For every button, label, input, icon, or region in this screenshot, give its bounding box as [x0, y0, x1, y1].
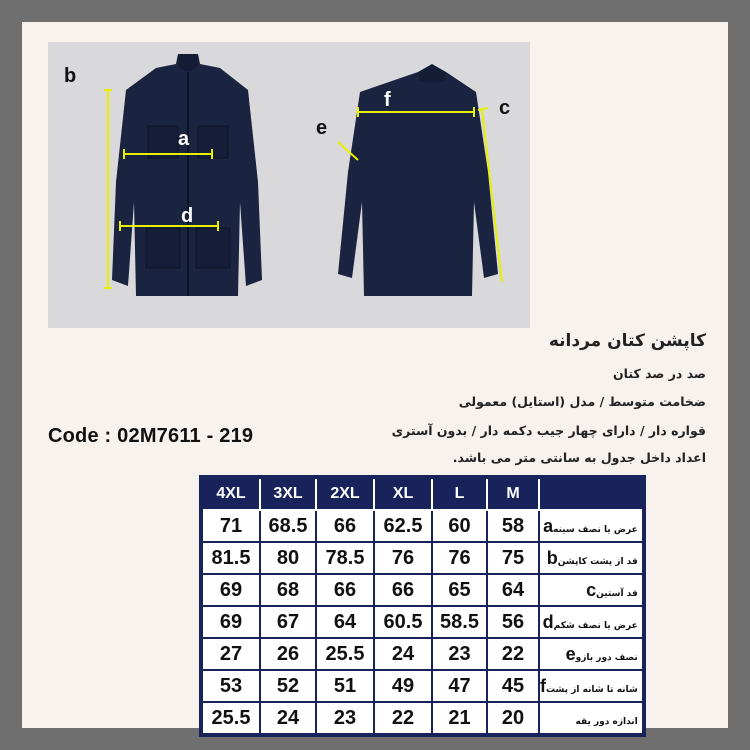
table-cell: 75: [487, 542, 539, 574]
table-cell: 65: [432, 574, 487, 606]
table-cell: 23: [432, 638, 487, 670]
row-label: [539, 702, 644, 735]
table-row: [201, 542, 644, 574]
table-cell: 51: [316, 670, 374, 702]
table-cell: 58.5: [432, 606, 487, 638]
header-3xl: 3XL: [260, 477, 316, 510]
header-4xl: 4XL: [201, 477, 260, 510]
header-2xl: 2XL: [316, 477, 374, 510]
table-cell: 80: [260, 542, 316, 574]
table-cell: 25.5: [201, 702, 260, 735]
row-description: شانه تا شانه از پشت: [546, 684, 638, 695]
product-code: Code : 02M7611 - 219: [48, 425, 254, 447]
product-photo: [48, 42, 530, 328]
row-letter: a: [543, 515, 554, 536]
table-cell: 23: [316, 702, 374, 735]
table-row: [201, 702, 644, 735]
table-cell: 68.5: [260, 510, 316, 542]
table-cell: 69: [201, 606, 260, 638]
row-letter: e: [565, 643, 576, 664]
table-cell: 22: [374, 702, 432, 735]
table-cell: 76: [432, 542, 487, 574]
table-cell: 45: [487, 670, 539, 702]
label-c: c: [499, 97, 511, 119]
row-label: [539, 606, 644, 638]
table-cell: 27: [201, 638, 260, 670]
row-label: [539, 542, 644, 574]
row-description: قد از پشت کاپشن: [557, 556, 638, 567]
material-line: صد در صد کتان: [613, 366, 706, 381]
table-cell: 25.5: [316, 638, 374, 670]
table-cell: 60.5: [374, 606, 432, 638]
table-cell: 67: [260, 606, 316, 638]
table-cell: 76: [374, 542, 432, 574]
table-cell: 24: [260, 702, 316, 735]
table-row: [201, 574, 644, 606]
header-m: M: [487, 477, 539, 510]
label-b: b: [64, 65, 77, 87]
front-jacket-image: [112, 54, 262, 296]
table-row: [201, 510, 644, 542]
row-letter: f: [540, 675, 546, 696]
row-description: اندازه دور یقه: [575, 716, 638, 727]
table-cell: 53: [201, 670, 260, 702]
table-cell: 81.5: [201, 542, 260, 574]
row-label: [539, 638, 644, 670]
size-table: [199, 475, 646, 737]
table-cell: 64: [316, 606, 374, 638]
label-a: a: [178, 128, 190, 150]
table-cell: 68: [260, 574, 316, 606]
table-cell: 78.5: [316, 542, 374, 574]
table-cell: 49: [374, 670, 432, 702]
label-d: d: [181, 205, 194, 227]
table-cell: 64: [487, 574, 539, 606]
table-cell: 66: [316, 510, 374, 542]
table-cell: 71: [201, 510, 260, 542]
table-cell: 69: [201, 574, 260, 606]
row-label: [539, 510, 644, 542]
row-letter: d: [542, 611, 554, 632]
row-description: عرض یا نصف سینه: [553, 524, 638, 535]
features-line: قواره دار / دارای چهار جیب دکمه دار / بدون آستری: [391, 423, 706, 438]
row-description: نصف دور بازو: [575, 652, 638, 663]
header-label: [539, 477, 644, 510]
style-line: ضخامت متوسط / مدل (استایل) معمولی: [458, 394, 706, 409]
table-cell: 26: [260, 638, 316, 670]
table-cell: 62.5: [374, 510, 432, 542]
table-cell: 47: [432, 670, 487, 702]
table-cell: 56: [487, 606, 539, 638]
size-header-row: [201, 477, 644, 510]
table-cell: 20: [487, 702, 539, 735]
table-row: [201, 638, 644, 670]
table-cell: 22: [487, 638, 539, 670]
row-description: عرض یا نصف شکم: [553, 620, 638, 631]
row-description: قد آستین: [596, 588, 638, 599]
label-e: e: [316, 117, 328, 139]
table-row: [201, 670, 644, 702]
table-cell: 66: [316, 574, 374, 606]
row-letter: b: [546, 547, 558, 568]
table-cell: 52: [260, 670, 316, 702]
size-table-body: [201, 510, 644, 735]
label-f: f: [384, 89, 391, 111]
product-title: کاپشن کتان مردانه: [548, 331, 706, 351]
table-cell: 24: [374, 638, 432, 670]
table-cell: 66: [374, 574, 432, 606]
row-label: [539, 670, 644, 702]
header-l: L: [432, 477, 487, 510]
unit-note: اعداد داخل جدول به سانتی متر می باشد.: [452, 450, 706, 465]
table-cell: 60: [432, 510, 487, 542]
jacket-illustration: [48, 42, 530, 328]
row-letter: c: [586, 579, 597, 600]
table-cell: 58: [487, 510, 539, 542]
row-label: [539, 574, 644, 606]
table-row: [201, 606, 644, 638]
back-jacket-image: [338, 64, 498, 296]
table-cell: 21: [432, 702, 487, 735]
header-xl: XL: [374, 477, 432, 510]
